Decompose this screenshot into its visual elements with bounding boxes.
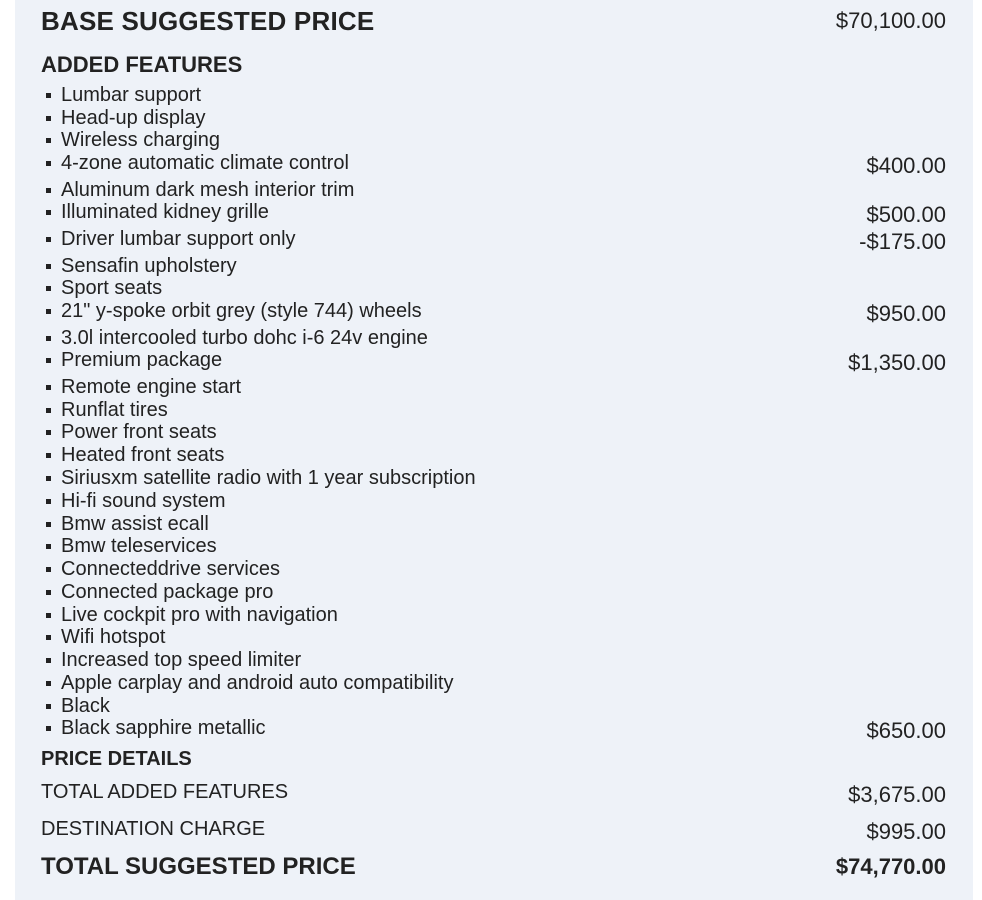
feature-item	[46, 422, 946, 446]
feature-item	[46, 85, 946, 109]
added-features-title: ADDED FEATURES	[41, 52, 243, 77]
bullet-icon	[46, 453, 51, 458]
feature-name: Siriusxm satellite radio with 1 year subscription	[61, 467, 476, 489]
base-price-label: BASE SUGGESTED PRICE	[41, 6, 375, 36]
feature-name: Premium package	[61, 349, 223, 371]
bullet-icon	[46, 704, 51, 709]
feature-item	[46, 491, 946, 515]
bullet-icon	[46, 476, 51, 481]
feature-name: Aluminum dark mesh interior trim	[61, 179, 355, 201]
bullet-icon	[46, 161, 51, 166]
feature-price: $1,350.00	[848, 350, 946, 375]
feature-name: Increased top speed limiter	[61, 649, 302, 671]
feature-price: $950.00	[866, 301, 946, 326]
feature-name: Bmw assist ecall	[61, 513, 209, 535]
feature-name: Live cockpit pro with navigation	[61, 604, 338, 626]
base-price-row	[41, 6, 946, 37]
feature-name: Hi-fi sound system	[61, 490, 226, 512]
destination-charge-value: $995.00	[866, 819, 946, 844]
total-added-features-label: TOTAL ADDED FEATURES	[41, 781, 289, 803]
destination-charge-label: DESTINATION CHARGE	[41, 818, 266, 840]
feature-item	[46, 153, 946, 177]
bullet-icon	[46, 264, 51, 269]
bullet-icon	[46, 613, 51, 618]
feature-name: Head-up display	[61, 107, 206, 129]
feature-item	[46, 229, 946, 253]
feature-price: $400.00	[866, 153, 946, 178]
feature-item	[46, 650, 946, 674]
feature-item	[46, 718, 946, 742]
feature-name: Wireless charging	[61, 129, 220, 151]
feature-name: Wifi hotspot	[61, 626, 166, 648]
feature-name: 4-zone automatic climate control	[61, 152, 349, 174]
bullet-icon	[46, 286, 51, 291]
bullet-icon	[46, 408, 51, 413]
feature-name: Sport seats	[61, 277, 163, 299]
feature-price: -$175.00	[859, 229, 946, 254]
bullet-icon	[46, 138, 51, 143]
destination-charge-row	[41, 818, 946, 845]
bullet-icon	[46, 93, 51, 98]
bullet-icon	[46, 188, 51, 193]
bullet-icon	[46, 499, 51, 504]
feature-item	[46, 605, 946, 629]
feature-name: Connecteddrive services	[61, 558, 280, 580]
feature-item	[46, 202, 946, 226]
feature-name: Sensafin upholstery	[61, 255, 237, 277]
total-suggested-price-row	[41, 853, 946, 881]
feature-item	[46, 377, 946, 401]
feature-name: Bmw teleservices	[61, 535, 217, 557]
feature-item	[46, 582, 946, 606]
feature-name: Black	[61, 695, 110, 717]
feature-name: 3.0l intercooled turbo dohc i-6 24v engine	[61, 327, 428, 349]
feature-price: $500.00	[866, 202, 946, 227]
price-details-title: PRICE DETAILS	[41, 748, 192, 770]
bullet-icon	[46, 237, 51, 242]
feature-item	[46, 301, 946, 325]
bullet-icon	[46, 522, 51, 527]
feature-name: Illuminated kidney grille	[61, 201, 269, 223]
total-added-features-value: $3,675.00	[848, 782, 946, 807]
bullet-icon	[46, 309, 51, 314]
feature-name: Lumbar support	[61, 84, 202, 106]
total-suggested-price-value: $74,770.00	[835, 854, 946, 879]
feature-name: Remote engine start	[61, 376, 242, 398]
bullet-icon	[46, 358, 51, 363]
feature-item	[46, 627, 946, 651]
bullet-icon	[46, 658, 51, 663]
feature-item	[46, 350, 946, 374]
bullet-icon	[46, 726, 51, 731]
bullet-icon	[46, 635, 51, 640]
feature-item	[46, 673, 946, 697]
bullet-icon	[46, 430, 51, 435]
bullet-icon	[46, 544, 51, 549]
feature-name: Driver lumbar support only	[61, 228, 296, 250]
feature-name: Power front seats	[61, 421, 217, 443]
feature-name: 21" y-spoke orbit grey (style 744) wheels	[61, 300, 422, 322]
bullet-icon	[46, 385, 51, 390]
feature-item	[46, 468, 946, 492]
feature-price: $650.00	[866, 718, 946, 743]
bullet-icon	[46, 590, 51, 595]
bullet-icon	[46, 681, 51, 686]
bullet-icon	[46, 336, 51, 341]
feature-name: Runflat tires	[61, 399, 168, 421]
feature-name: Apple carplay and android auto compatibility	[61, 672, 454, 694]
bullet-icon	[46, 567, 51, 572]
base-price-value: $70,100.00	[835, 8, 946, 33]
feature-item	[46, 278, 946, 302]
bullet-icon	[46, 116, 51, 121]
feature-item	[46, 130, 946, 154]
feature-item	[46, 536, 946, 560]
total-suggested-price-label: TOTAL SUGGESTED PRICE	[41, 853, 356, 880]
feature-item	[46, 559, 946, 583]
feature-name: Heated front seats	[61, 444, 225, 466]
feature-item	[46, 256, 946, 280]
total-added-features-row	[41, 781, 946, 808]
feature-name: Black sapphire metallic	[61, 717, 266, 739]
bullet-icon	[46, 210, 51, 215]
feature-item	[46, 445, 946, 469]
feature-name: Connected package pro	[61, 581, 274, 603]
